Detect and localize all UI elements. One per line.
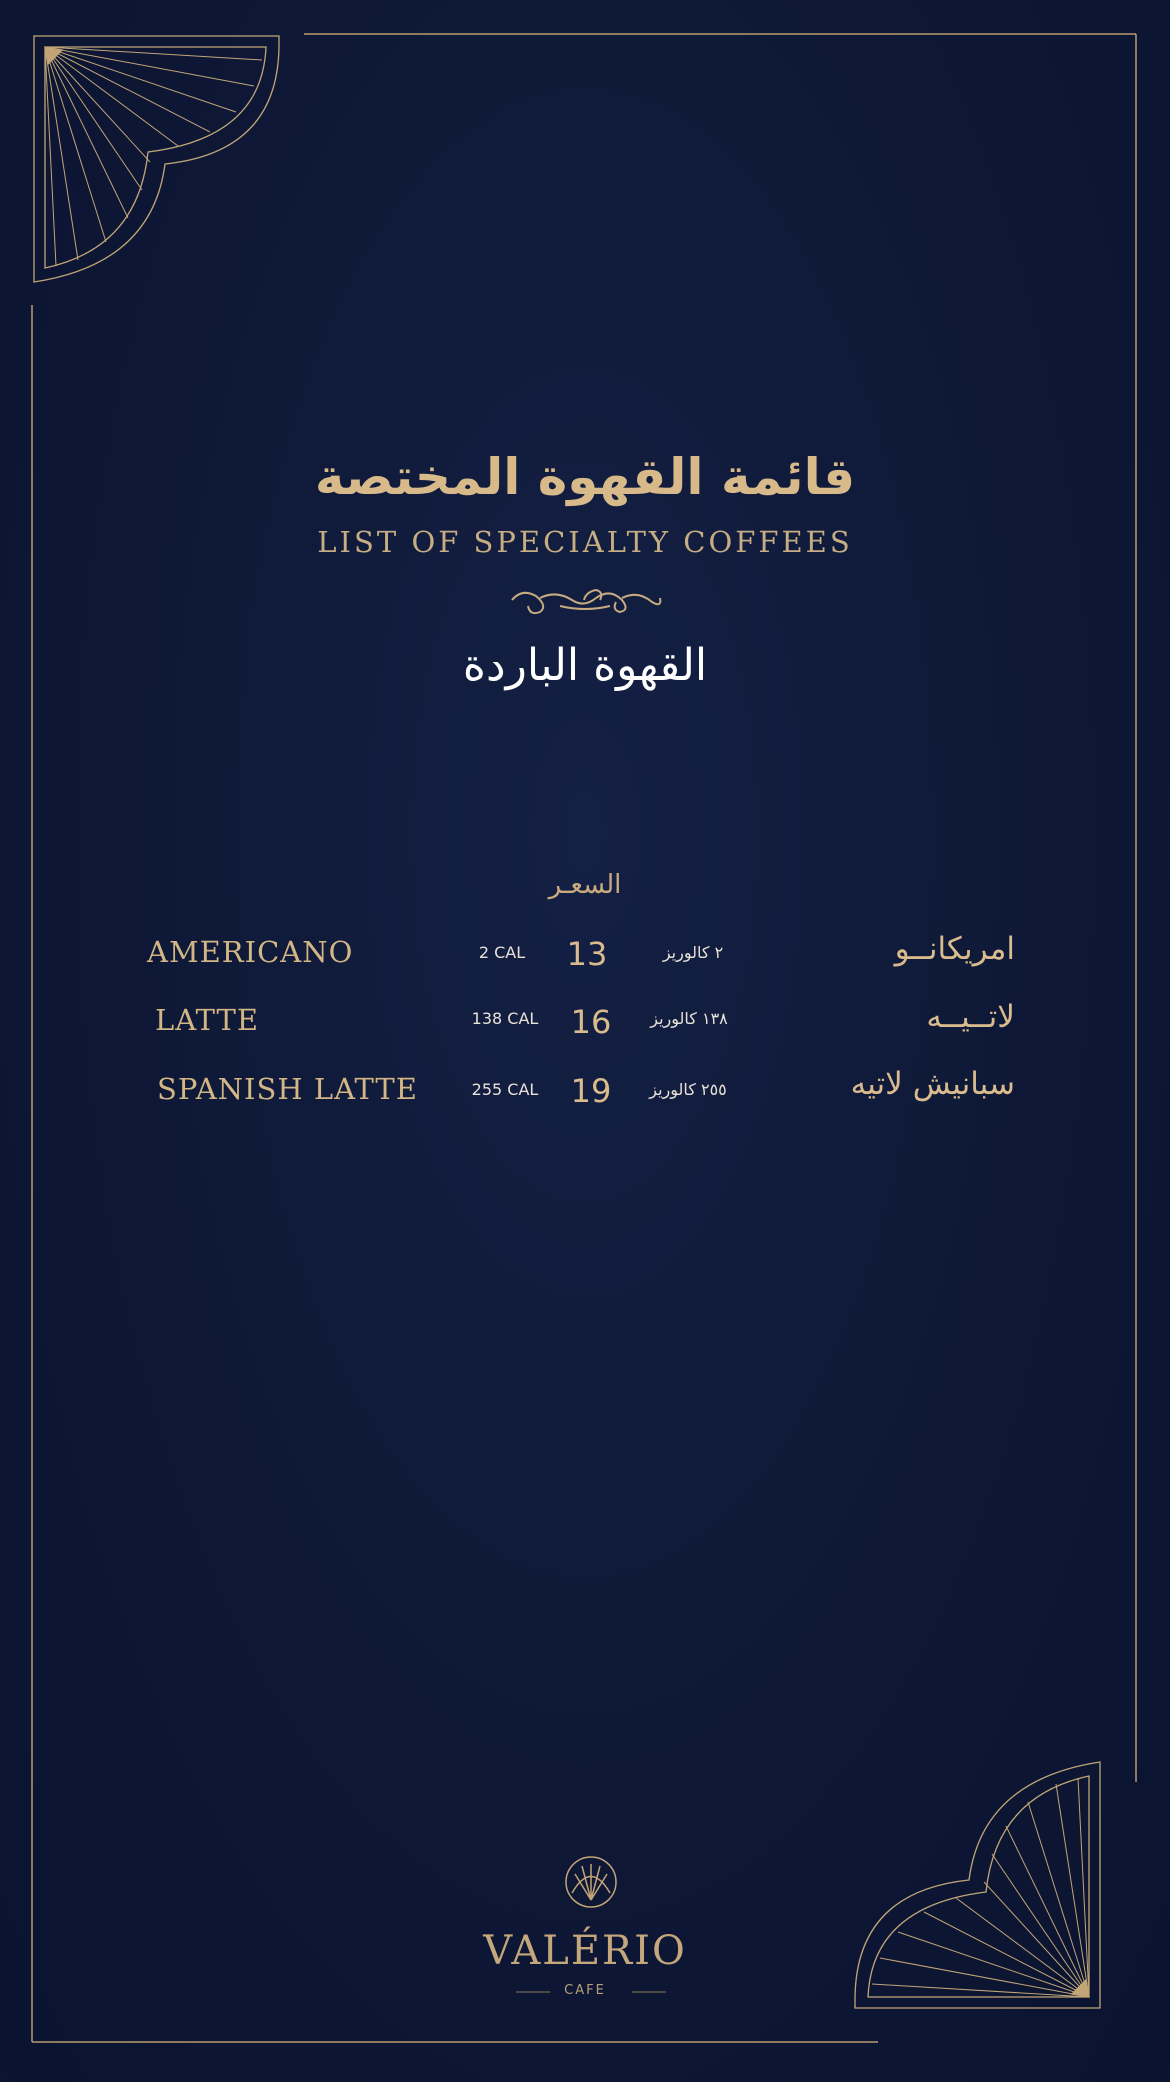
item-calories-arabic: ٢ كالوريز (662, 943, 724, 962)
brand-name: VALÉRIO (483, 1928, 687, 1974)
fan-corner-ornament-icon (34, 36, 279, 282)
item-name-english: LATTE (155, 1003, 260, 1037)
item-name-arabic: لاتــيــه (926, 999, 1015, 1035)
menu-title-arabic: قائمة القهوة المختصة (314, 448, 856, 506)
item-name-english: AMERICANO (147, 935, 354, 969)
brand-subtitle: CAFE (564, 1983, 606, 1998)
item-calories-english: 255 CAL (471, 1080, 539, 1099)
flourish-divider-icon (512, 590, 660, 613)
shell-fan-icon (566, 1857, 616, 1907)
item-price: 13 (566, 935, 608, 973)
price-column-header: السعـر (548, 870, 622, 900)
menu-item-row (0, 931, 1170, 985)
item-price: 16 (570, 1003, 612, 1041)
menu-item-row (0, 1066, 1170, 1122)
item-calories-arabic: ٢٥٥ كالوريز (649, 1080, 727, 1099)
menu-item-row (0, 999, 1170, 1053)
item-calories-arabic: ١٣٨ كالوريز (650, 1009, 728, 1028)
item-name-english: SPANISH LATTE (157, 1072, 418, 1106)
item-calories-english: 2 CAL (478, 943, 526, 962)
menu-title-english: LIST OF SPECIALTY COFFEES (317, 525, 853, 559)
item-calories-english: 138 CAL (471, 1009, 539, 1028)
item-name-arabic: سبانيش لاتيه (850, 1066, 1015, 1102)
item-price: 19 (570, 1072, 612, 1110)
section-title: القهوة الباردة (462, 640, 708, 691)
item-name-arabic: امريكانــو (894, 931, 1015, 967)
